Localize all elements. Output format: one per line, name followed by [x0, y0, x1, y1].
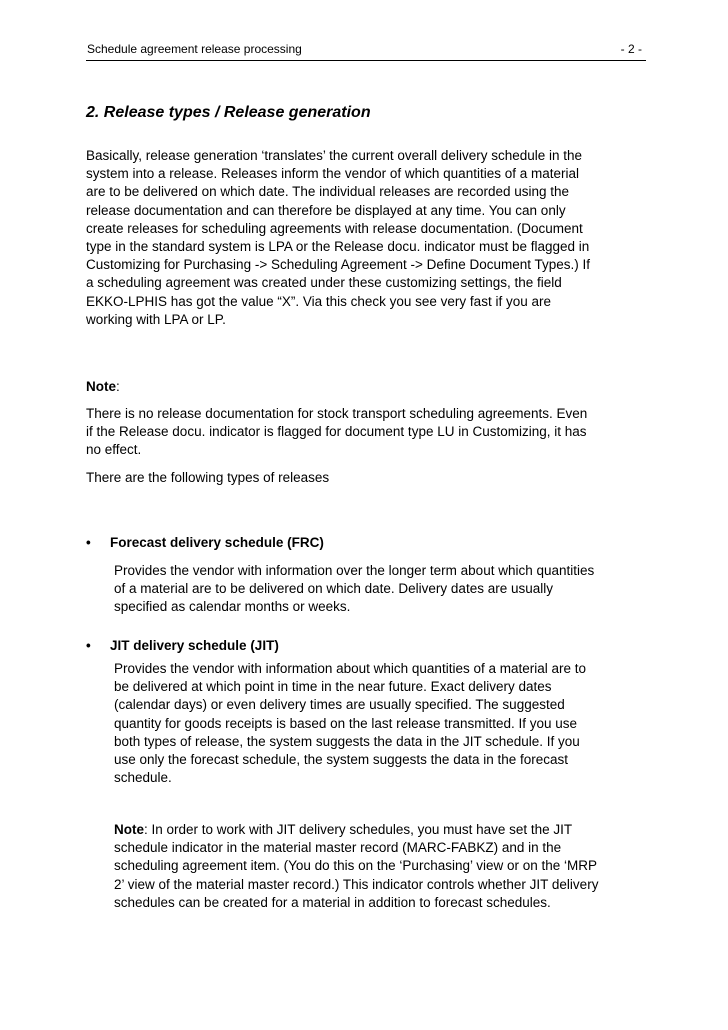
- paragraph-line: a scheduling agreement was created under these customizing settings, the field: [86, 275, 562, 291]
- paragraph-line: release documentation and can therefore be displayed at any time. You can only: [86, 202, 566, 218]
- paragraph-line: if the Release docu. indicator is flagged for document type LU in Customizing, it has: [86, 424, 587, 440]
- paragraph-line: Provides the vendor with information over the longer term about which quantities: [114, 563, 595, 578]
- paragraph-line: of a material are to be delivered on which date. Delivery dates are usually: [114, 581, 553, 597]
- note-heading: [86, 378, 120, 396]
- paragraph-line: schedule.: [114, 770, 172, 786]
- paragraph-line: type in the standard system is LPA or the Release docu. indicator must be flagged in: [86, 238, 590, 254]
- paragraph-line: create releases for scheduling agreements with release documentation. (Document: [86, 220, 583, 236]
- paragraph-line: [114, 821, 654, 839]
- page-header: [86, 40, 646, 61]
- bullet-jit-text: [114, 660, 654, 787]
- note-paragraph: [86, 405, 646, 460]
- paragraph-line: There is no release documentation for stock transport scheduling agreements. Even: [86, 406, 588, 421]
- bullet-jit-title: [86, 637, 279, 655]
- paragraph-line: EKKO-LPHIS has got the value “X”. Via this check you see very fast if you are: [86, 293, 551, 309]
- paragraph-line: quantity for goods receipts is based on the last release transmitted. If you use: [114, 715, 578, 731]
- note-label: Note: [86, 379, 116, 394]
- paragraph-line: scheduling agreement item. (You do this on the ‘Purchasing’ view or on the ‘MRP: [114, 858, 598, 874]
- paragraph-line: (calendar days) or even delivery times are usually specified. The suggested: [114, 697, 565, 713]
- bullet-icon: •: [86, 638, 91, 653]
- paragraph-line: Basically, release generation ‘translates’ the current overall delivery schedule in the: [86, 148, 583, 163]
- section-heading: 2. Release types / Release generation: [86, 104, 371, 121]
- paragraph-line: use only the forecast schedule, the system suggests the data in the forecast: [114, 751, 569, 767]
- paragraph-line: both types of release, the system suggests the data in the JIT schedule. If you: [114, 733, 580, 749]
- bullet-icon: •: [86, 535, 91, 550]
- paragraph-line: be delivered at which point in time in the near future. Exact delivery dates: [114, 679, 552, 695]
- note-colon: :: [116, 379, 120, 394]
- header-title: Schedule agreement release processing: [87, 42, 302, 56]
- paragraph-line: are to be delivered on which date. The individual releases are recorded using the: [86, 184, 570, 200]
- bullet-forecast-title: [86, 534, 324, 552]
- bullet-forecast-text: [114, 562, 654, 617]
- paragraph-line: schedule indicator in the material master record (MARC-FABKZ) and in the: [114, 840, 562, 856]
- bullet-title-text: JIT delivery schedule (JIT): [110, 638, 279, 653]
- paragraph-line: no effect.: [86, 442, 142, 458]
- bullet-title-text: Forecast delivery schedule (FRC): [110, 535, 324, 550]
- types-intro: [86, 469, 646, 487]
- paragraph-line: Customizing for Purchasing -> Scheduling Agreement -> Define Document Types.) If: [86, 257, 591, 273]
- paragraph-line: schedules can be created for a material in addition to forecast schedules.: [114, 894, 551, 910]
- note-first-line: : In order to work with JIT delivery schedules, you must have set the JIT: [144, 822, 573, 837]
- jit-note-paragraph: [114, 821, 654, 912]
- note-label: Note: [114, 822, 144, 837]
- page-number: - 2 -: [620, 42, 642, 56]
- intro-paragraph: [86, 147, 646, 329]
- paragraph-line: 2’ view of the material master record.) This indicator controls whether JIT delivery: [114, 876, 599, 892]
- paragraph-line: system into a release. Releases inform the vendor of which quantities of a material: [86, 166, 579, 182]
- paragraph-line: Provides the vendor with information about which quantities of a material are to: [114, 661, 587, 676]
- paragraph-line: specified as calendar months or weeks.: [114, 599, 351, 615]
- paragraph-line: working with LPA or LP.: [86, 311, 226, 327]
- paragraph-line: There are the following types of releases: [86, 470, 330, 485]
